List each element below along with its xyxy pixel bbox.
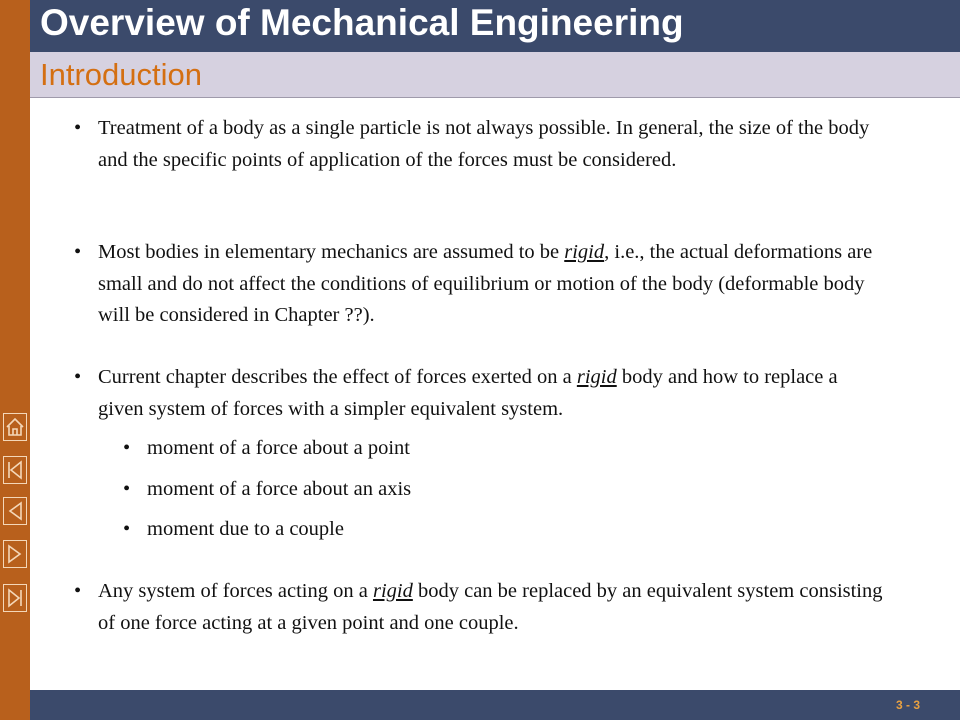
next-button[interactable] (3, 540, 27, 568)
last-page-button[interactable] (3, 584, 27, 612)
first-page-icon (5, 459, 25, 481)
bullet-current-chapter (98, 362, 888, 425)
footer-bar (30, 690, 960, 720)
bullet-particle-treatment (98, 113, 888, 176)
sidebar (0, 0, 30, 720)
next-icon (5, 543, 25, 565)
sub-bullet-moment-axis: • moment of a force about an axis (147, 474, 411, 504)
header-bar (30, 0, 960, 52)
bullet-text-post: body and how to replace a given system of forces with a simpler equivalent system. (98, 366, 838, 420)
page-number: 3 - 3 (895, 698, 920, 712)
sub-bullet-moment-point: • moment of a force about a point (147, 433, 410, 463)
bullet-text: Treatment of a body as a single particle is not always possible. In general, the size of the body and the specific points of application of the forces must be considered. (98, 117, 870, 171)
previous-button[interactable] (3, 497, 27, 525)
rigid-emphasis: rigid (372, 580, 413, 602)
home-icon (5, 416, 25, 438)
slide-title: Overview of Mechanical Engineering (40, 2, 684, 43)
bullet-text-pre: Current chapter describes the effect of forces exerted on a (98, 366, 577, 388)
previous-icon (5, 500, 25, 522)
sub-bullet-moment-couple: • moment due to a couple (147, 514, 344, 544)
first-page-button[interactable] (3, 456, 27, 484)
rigid-emphasis: rigid (576, 366, 617, 388)
subheader-bar (30, 52, 960, 98)
bullet-text-post: body can be replaced by an equivalent system consisting of one force acting at a given point and one couple. (98, 580, 883, 634)
bullet-text-post: , i.e., the actual deformations are small and do not affect the conditions of equilibrium or motion of the body (deformable body will be considered in Chapter ??). (98, 241, 873, 326)
slide-subtitle: Introduction (40, 57, 202, 92)
bullet-rigid-bodies (98, 237, 888, 332)
rigid-emphasis: rigid (564, 241, 605, 263)
home-button[interactable] (3, 413, 27, 441)
bullet-text-pre: Most bodies in elementary mechanics are assumed to be (98, 241, 565, 263)
last-page-icon (5, 587, 25, 609)
bullet-equivalent-system (98, 576, 888, 639)
bullet-text-pre: Any system of forces acting on a (98, 580, 373, 602)
